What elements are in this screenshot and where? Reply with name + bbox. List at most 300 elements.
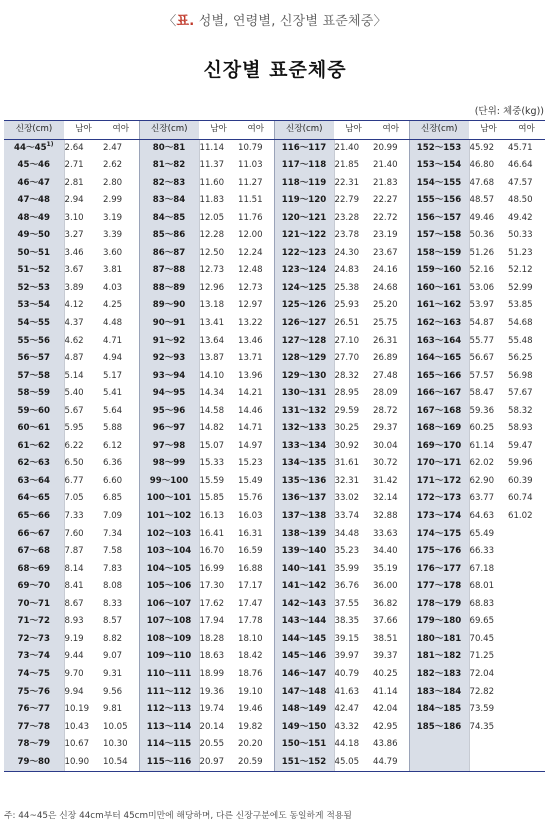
female-weight-cell xyxy=(508,701,545,719)
height-range-cell: 77～78 xyxy=(4,719,64,737)
table-row xyxy=(4,262,545,280)
male-weight-cell: 24.30 xyxy=(334,247,360,258)
female-weight-cell: 9.31 xyxy=(103,668,123,679)
male-weight-cell: 12.73 xyxy=(199,265,225,276)
table-row xyxy=(4,245,545,263)
female-weight-cell: 52.12 xyxy=(508,265,533,276)
height-range-cell: 49～50 xyxy=(4,227,64,245)
female-weight-cell xyxy=(508,561,545,579)
female-weight-cell xyxy=(508,719,545,737)
female-weight-cell: 61.02 xyxy=(508,511,533,522)
standard-weight-table xyxy=(4,120,545,772)
male-weight-cell: 68.83 xyxy=(469,598,495,609)
female-weight-cell: 8.82 xyxy=(103,633,123,644)
height-range-cell: 70～71 xyxy=(4,596,64,614)
height-range-cell: 149～150 xyxy=(274,719,334,737)
female-weight-cell: 19.10 xyxy=(238,686,263,697)
height-range-cell: 162～163 xyxy=(409,315,469,333)
male-weight-cell: 12.96 xyxy=(199,282,225,293)
female-weight-cell xyxy=(508,736,545,754)
height-range-cell: 112～113 xyxy=(139,701,199,719)
female-weight-cell: 2.80 xyxy=(103,177,123,188)
height-range-cell: 147～148 xyxy=(274,684,334,702)
header-male: 남아 xyxy=(199,121,238,140)
male-weight-cell: 7.05 xyxy=(64,493,84,504)
female-weight-cell: 2.99 xyxy=(103,195,123,206)
height-range-cell: 65～66 xyxy=(4,508,64,526)
male-weight-cell: 12.50 xyxy=(199,247,225,258)
height-range-cell: 64～65 xyxy=(4,490,64,508)
height-range-cell: 119～120 xyxy=(274,192,334,210)
table-caption xyxy=(0,10,550,29)
female-weight-cell: 18.76 xyxy=(238,668,263,679)
male-weight-cell: 32.31 xyxy=(334,475,360,486)
female-weight-cell: 38.51 xyxy=(373,633,398,644)
height-range-cell: 90～91 xyxy=(139,315,199,333)
male-weight-cell: 28.95 xyxy=(334,388,360,399)
female-weight-cell: 14.46 xyxy=(238,405,263,416)
caption-text: 성별, 연령별, 신장별 표준체중 xyxy=(194,14,374,29)
male-weight-cell: 3.10 xyxy=(64,212,84,223)
female-weight-cell: 14.97 xyxy=(238,440,263,451)
height-range-cell: 164～165 xyxy=(409,350,469,368)
height-range-cell: 133～134 xyxy=(274,438,334,456)
male-weight-cell: 24.83 xyxy=(334,265,360,276)
header-male: 남아 xyxy=(64,121,103,140)
female-weight-cell: 5.41 xyxy=(103,388,123,399)
height-range-cell: 75～76 xyxy=(4,684,64,702)
height-range-cell: 102～103 xyxy=(139,526,199,544)
male-weight-cell: 17.62 xyxy=(199,598,225,609)
male-weight-cell: 59.36 xyxy=(469,405,495,416)
height-range-cell: 101～102 xyxy=(139,508,199,526)
male-weight-cell: 18.99 xyxy=(199,668,225,679)
female-weight-cell: 34.40 xyxy=(373,546,398,557)
female-weight-cell: 54.68 xyxy=(508,318,533,329)
female-weight-cell: 43.86 xyxy=(373,739,398,750)
female-weight-cell: 20.59 xyxy=(238,754,274,772)
male-weight-cell: 20.97 xyxy=(199,754,238,772)
table-row xyxy=(4,508,545,526)
male-weight-cell: 2.94 xyxy=(64,195,84,206)
female-weight-cell xyxy=(508,543,545,561)
male-weight-cell: 70.45 xyxy=(469,633,495,644)
male-weight-cell: 8.14 xyxy=(64,563,84,574)
height-range-cell: 92～93 xyxy=(139,350,199,368)
height-range-cell: 159～160 xyxy=(409,262,469,280)
male-weight-cell: 53.97 xyxy=(469,300,495,311)
table-row xyxy=(4,420,545,438)
male-weight-cell: 4.37 xyxy=(64,318,84,329)
female-weight-cell: 6.85 xyxy=(103,493,123,504)
female-weight-cell: 22.27 xyxy=(373,195,398,206)
female-weight-cell: 3.39 xyxy=(103,230,123,241)
female-weight-cell: 19.46 xyxy=(238,704,263,715)
male-weight-cell: 36.76 xyxy=(334,581,360,592)
height-range-cell: 98～99 xyxy=(139,455,199,473)
female-weight-cell: 50.33 xyxy=(508,230,533,241)
table-row xyxy=(4,754,545,772)
table-row xyxy=(4,648,545,666)
height-range-cell: 165～166 xyxy=(409,368,469,386)
height-range-cell: 62～63 xyxy=(4,455,64,473)
female-weight-cell: 60.74 xyxy=(508,493,533,504)
male-weight-cell: 37.55 xyxy=(334,598,360,609)
female-weight-cell: 17.17 xyxy=(238,581,263,592)
table-row xyxy=(4,333,545,351)
table-row xyxy=(4,368,545,386)
male-weight-cell: 9.44 xyxy=(64,651,84,662)
height-range-cell: 94～95 xyxy=(139,385,199,403)
table-row xyxy=(4,280,545,298)
female-weight-cell: 55.48 xyxy=(508,335,533,346)
female-weight-cell: 16.88 xyxy=(238,563,263,574)
height-range-cell: 123～124 xyxy=(274,262,334,280)
height-range-cell xyxy=(409,736,469,754)
female-weight-cell: 28.09 xyxy=(373,388,398,399)
male-weight-cell: 3.46 xyxy=(64,247,84,258)
height-range-cell: 89～90 xyxy=(139,297,199,315)
male-weight-cell: 7.87 xyxy=(64,546,84,557)
male-weight-cell: 19.36 xyxy=(199,686,225,697)
height-range-cell: 137～138 xyxy=(274,508,334,526)
male-weight-cell: 66.33 xyxy=(469,546,495,557)
female-weight-cell: 4.94 xyxy=(103,353,123,364)
female-weight-cell: 36.82 xyxy=(373,598,398,609)
female-weight-cell: 23.19 xyxy=(373,230,398,241)
male-weight-cell: 10.90 xyxy=(64,754,103,772)
female-weight-cell: 6.60 xyxy=(103,475,123,486)
height-range-cell: 167～168 xyxy=(409,403,469,421)
male-weight-cell: 14.58 xyxy=(199,405,225,416)
male-weight-cell: 6.77 xyxy=(64,475,84,486)
table-header xyxy=(4,121,545,140)
height-range-cell: 50～51 xyxy=(4,245,64,263)
table-row xyxy=(4,578,545,596)
male-weight-cell: 22.31 xyxy=(334,177,360,188)
female-weight-cell: 31.42 xyxy=(373,475,398,486)
height-range-cell: 160～161 xyxy=(409,280,469,298)
female-weight-cell: 42.95 xyxy=(373,721,398,732)
height-range-cell: 58～59 xyxy=(4,385,64,403)
female-weight-cell: 2.47 xyxy=(103,142,123,153)
female-weight-cell: 12.97 xyxy=(238,300,263,311)
height-range-cell: 172～173 xyxy=(409,490,469,508)
male-weight-cell: 11.14 xyxy=(199,142,225,153)
male-weight-cell: 21.40 xyxy=(334,142,360,153)
female-weight-cell: 14.71 xyxy=(238,423,263,434)
male-weight-cell: 14.34 xyxy=(199,388,225,399)
table-row xyxy=(4,175,545,193)
height-range-cell: 139～140 xyxy=(274,543,334,561)
female-weight-cell: 12.48 xyxy=(238,265,263,276)
height-range-cell: 109～110 xyxy=(139,648,199,666)
female-weight-cell xyxy=(508,578,545,596)
height-range-cell: 66～67 xyxy=(4,526,64,544)
female-weight-cell: 26.89 xyxy=(373,353,398,364)
height-range-cell: 158～159 xyxy=(409,245,469,263)
male-weight-cell: 3.27 xyxy=(64,230,84,241)
female-weight-cell: 30.04 xyxy=(373,440,398,451)
female-weight-cell xyxy=(508,754,545,772)
male-weight-cell: 25.93 xyxy=(334,300,360,311)
female-weight-cell: 48.50 xyxy=(508,195,533,206)
female-weight-cell: 9.81 xyxy=(103,704,123,715)
female-weight-cell: 58.93 xyxy=(508,423,533,434)
male-weight-cell: 53.06 xyxy=(469,282,495,293)
male-weight-cell: 12.28 xyxy=(199,230,225,241)
male-weight-cell: 73.59 xyxy=(469,704,495,715)
female-weight-cell: 59.96 xyxy=(508,458,533,469)
male-weight-cell: 58.47 xyxy=(469,388,495,399)
height-range-cell: 138～139 xyxy=(274,526,334,544)
male-weight-cell: 46.80 xyxy=(469,160,495,171)
female-weight-cell: 11.03 xyxy=(238,160,263,171)
female-weight-cell: 24.68 xyxy=(373,282,398,293)
male-weight-cell: 2.71 xyxy=(64,160,84,171)
height-range-cell: 100～101 xyxy=(139,490,199,508)
male-weight-cell: 10.19 xyxy=(64,704,90,715)
male-weight-cell: 8.93 xyxy=(64,616,84,627)
header-female: 여아 xyxy=(373,121,409,140)
footnote: 주: 44~45은 신장 44cm부터 45cm미만에 해당하며, 다른 신장구분에도 동일하게 적용됨 xyxy=(4,811,352,821)
header-height: 신장(cm) xyxy=(139,121,199,140)
female-weight-cell: 13.46 xyxy=(238,335,263,346)
female-weight-cell: 41.14 xyxy=(373,686,398,697)
table-row xyxy=(4,561,545,579)
height-range-cell: 125～126 xyxy=(274,297,334,315)
female-weight-cell: 6.12 xyxy=(103,440,123,451)
female-weight-cell: 7.83 xyxy=(103,563,123,574)
male-weight-cell: 17.30 xyxy=(199,581,225,592)
male-weight-cell: 12.05 xyxy=(199,212,225,223)
page-title: 신장별 표준체중 xyxy=(203,59,347,81)
height-range-cell: 152～153 xyxy=(409,139,469,157)
female-weight-cell: 2.62 xyxy=(103,160,123,171)
male-weight-cell: 60.25 xyxy=(469,423,495,434)
height-range-cell: 131～132 xyxy=(274,403,334,421)
male-weight-cell: 25.38 xyxy=(334,282,360,293)
height-range-cell: 71～72 xyxy=(4,613,64,631)
male-weight-cell: 14.10 xyxy=(199,370,225,381)
male-weight-cell: 13.64 xyxy=(199,335,225,346)
footnote-marker: 1) xyxy=(46,140,54,148)
female-weight-cell: 46.64 xyxy=(508,160,533,171)
height-range-cell: 115～116 xyxy=(139,754,199,772)
female-weight-cell: 4.71 xyxy=(103,335,123,346)
height-range-cell: 117～118 xyxy=(274,157,334,175)
female-weight-cell: 15.76 xyxy=(238,493,263,504)
male-weight-cell: 35.23 xyxy=(334,546,360,557)
male-weight-cell: 52.16 xyxy=(469,265,495,276)
male-weight-cell: 7.60 xyxy=(64,528,84,539)
height-range-cell: 113～114 xyxy=(139,719,199,737)
table-row xyxy=(4,490,545,508)
table-row xyxy=(4,596,545,614)
female-weight-cell: 37.66 xyxy=(373,616,398,627)
female-weight-cell: 51.23 xyxy=(508,247,533,258)
height-range-cell: 114～115 xyxy=(139,736,199,754)
height-range-cell: 91～92 xyxy=(139,333,199,351)
male-weight-cell xyxy=(469,736,508,754)
female-weight-cell: 15.23 xyxy=(238,458,263,469)
table-row xyxy=(4,157,545,175)
male-weight-cell: 19.74 xyxy=(199,704,225,715)
female-weight-cell: 26.31 xyxy=(373,335,398,346)
table-row xyxy=(4,666,545,684)
height-range-cell: 111～112 xyxy=(139,684,199,702)
height-range-cell: 74～75 xyxy=(4,666,64,684)
female-weight-cell: 30.72 xyxy=(373,458,398,469)
height-range-cell: 182～183 xyxy=(409,666,469,684)
male-weight-cell: 31.61 xyxy=(334,458,360,469)
height-range-cell: 73～74 xyxy=(4,648,64,666)
male-weight-cell: 28.32 xyxy=(334,370,360,381)
table-row xyxy=(4,455,545,473)
male-weight-cell: 15.07 xyxy=(199,440,225,451)
height-range-cell: 185～186 xyxy=(409,719,469,737)
male-weight-cell: 29.59 xyxy=(334,405,360,416)
header-female: 여아 xyxy=(238,121,274,140)
male-weight-cell: 14.82 xyxy=(199,423,225,434)
male-weight-cell: 2.64 xyxy=(64,142,84,153)
header-height: 신장(cm) xyxy=(409,121,469,140)
height-range-cell: 57～58 xyxy=(4,368,64,386)
male-weight-cell: 45.92 xyxy=(469,142,495,153)
height-range-cell: 54～55 xyxy=(4,315,64,333)
height-range-cell: 151～152 xyxy=(274,754,334,772)
height-range-cell: 55～56 xyxy=(4,333,64,351)
male-weight-cell: 22.79 xyxy=(334,195,360,206)
height-range-cell: 45～46 xyxy=(4,157,64,175)
table-row xyxy=(4,227,545,245)
male-weight-cell: 17.94 xyxy=(199,616,225,627)
female-weight-cell: 11.51 xyxy=(238,195,263,206)
male-weight-cell: 74.35 xyxy=(469,721,495,732)
height-range-cell: 93～94 xyxy=(139,368,199,386)
height-range-cell: 44～45$^{1)}$ xyxy=(4,139,64,157)
table-row xyxy=(4,438,545,456)
height-range-cell: 80～81 xyxy=(139,139,199,157)
table-row xyxy=(4,701,545,719)
header-height: 신장(cm) xyxy=(4,121,64,140)
female-weight-cell: 42.04 xyxy=(373,704,398,715)
table-row xyxy=(4,297,545,315)
male-weight-cell: 5.67 xyxy=(64,405,84,416)
height-range-cell: 46～47 xyxy=(4,175,64,193)
male-weight-cell: 15.59 xyxy=(199,475,225,486)
female-weight-cell: 60.39 xyxy=(508,475,533,486)
female-weight-cell: 4.48 xyxy=(103,318,123,329)
header-row xyxy=(4,121,545,140)
male-weight-cell: 27.10 xyxy=(334,335,360,346)
height-range-cell: 79～80 xyxy=(4,754,64,772)
height-range-cell: 108～109 xyxy=(139,631,199,649)
female-weight-cell: 18.10 xyxy=(238,633,263,644)
height-range-cell: 170～171 xyxy=(409,455,469,473)
female-weight-cell: 4.03 xyxy=(103,282,123,293)
female-weight-cell: 15.49 xyxy=(238,475,263,486)
height-range-cell: 106～107 xyxy=(139,596,199,614)
female-weight-cell: 47.57 xyxy=(508,177,533,188)
male-weight-cell: 65.49 xyxy=(469,528,495,539)
male-weight-cell: 18.28 xyxy=(199,633,225,644)
height-range-cell: 183～184 xyxy=(409,684,469,702)
height-range-cell: 110～111 xyxy=(139,666,199,684)
table-body xyxy=(4,139,545,772)
height-range-cell: 99～100 xyxy=(139,473,199,491)
table-row xyxy=(4,350,545,368)
male-weight-cell: 13.87 xyxy=(199,353,225,364)
height-range-cell: 145～146 xyxy=(274,648,334,666)
male-weight-cell: 26.51 xyxy=(334,318,360,329)
female-weight-cell: 40.25 xyxy=(373,668,398,679)
height-range-cell: 134～135 xyxy=(274,455,334,473)
female-weight-cell: 56.25 xyxy=(508,353,533,364)
height-range-cell: 128～129 xyxy=(274,350,334,368)
female-weight-cell: 32.14 xyxy=(373,493,398,504)
height-range-cell: 156～157 xyxy=(409,210,469,228)
female-weight-cell: 21.40 xyxy=(373,160,398,171)
male-weight-cell: 38.35 xyxy=(334,616,360,627)
height-range-cell: 87～88 xyxy=(139,262,199,280)
male-weight-cell: 16.99 xyxy=(199,563,225,574)
height-range-cell: 51～52 xyxy=(4,262,64,280)
male-weight-cell: 16.70 xyxy=(199,546,225,557)
height-range-cell: 88～89 xyxy=(139,280,199,298)
height-range-cell: 83～84 xyxy=(139,192,199,210)
female-weight-cell xyxy=(508,684,545,702)
header-female: 여아 xyxy=(508,121,545,140)
height-range-cell: 60～61 xyxy=(4,420,64,438)
female-weight-cell: 7.58 xyxy=(103,546,123,557)
male-weight-cell: 62.90 xyxy=(469,475,495,486)
female-weight-cell: 59.47 xyxy=(508,440,533,451)
height-range-cell: 85～86 xyxy=(139,227,199,245)
male-weight-cell: 23.78 xyxy=(334,230,360,241)
height-range-cell: 61～62 xyxy=(4,438,64,456)
male-weight-cell: 20.55 xyxy=(199,739,225,750)
height-range-cell: 76～77 xyxy=(4,701,64,719)
male-weight-cell: 30.92 xyxy=(334,440,360,451)
height-range-cell: 116～117 xyxy=(274,139,334,157)
female-weight-cell: 18.42 xyxy=(238,651,263,662)
height-range-cell: 129～130 xyxy=(274,368,334,386)
female-weight-cell: 49.42 xyxy=(508,212,533,223)
female-weight-cell xyxy=(508,613,545,631)
table-row xyxy=(4,210,545,228)
male-weight-cell: 62.02 xyxy=(469,458,495,469)
male-weight-cell: 63.77 xyxy=(469,493,495,504)
female-weight-cell: 16.59 xyxy=(238,546,263,557)
table-row xyxy=(4,385,545,403)
male-weight-cell: 6.50 xyxy=(64,458,84,469)
female-weight-cell: 3.81 xyxy=(103,265,123,276)
female-weight-cell: 5.17 xyxy=(103,370,123,381)
male-weight-cell: 30.25 xyxy=(334,423,360,434)
female-weight-cell: 22.72 xyxy=(373,212,398,223)
male-weight-cell: 4.62 xyxy=(64,335,84,346)
female-weight-cell: 39.37 xyxy=(373,651,398,662)
height-range-cell: 52～53 xyxy=(4,280,64,298)
female-weight-cell: 8.57 xyxy=(103,616,123,627)
height-range-cell: 178～179 xyxy=(409,596,469,614)
male-weight-cell: 9.94 xyxy=(64,686,84,697)
male-weight-cell: 11.37 xyxy=(199,160,225,171)
table-row xyxy=(4,736,545,754)
height-range-cell: 78～79 xyxy=(4,736,64,754)
female-weight-cell: 12.24 xyxy=(238,247,263,258)
